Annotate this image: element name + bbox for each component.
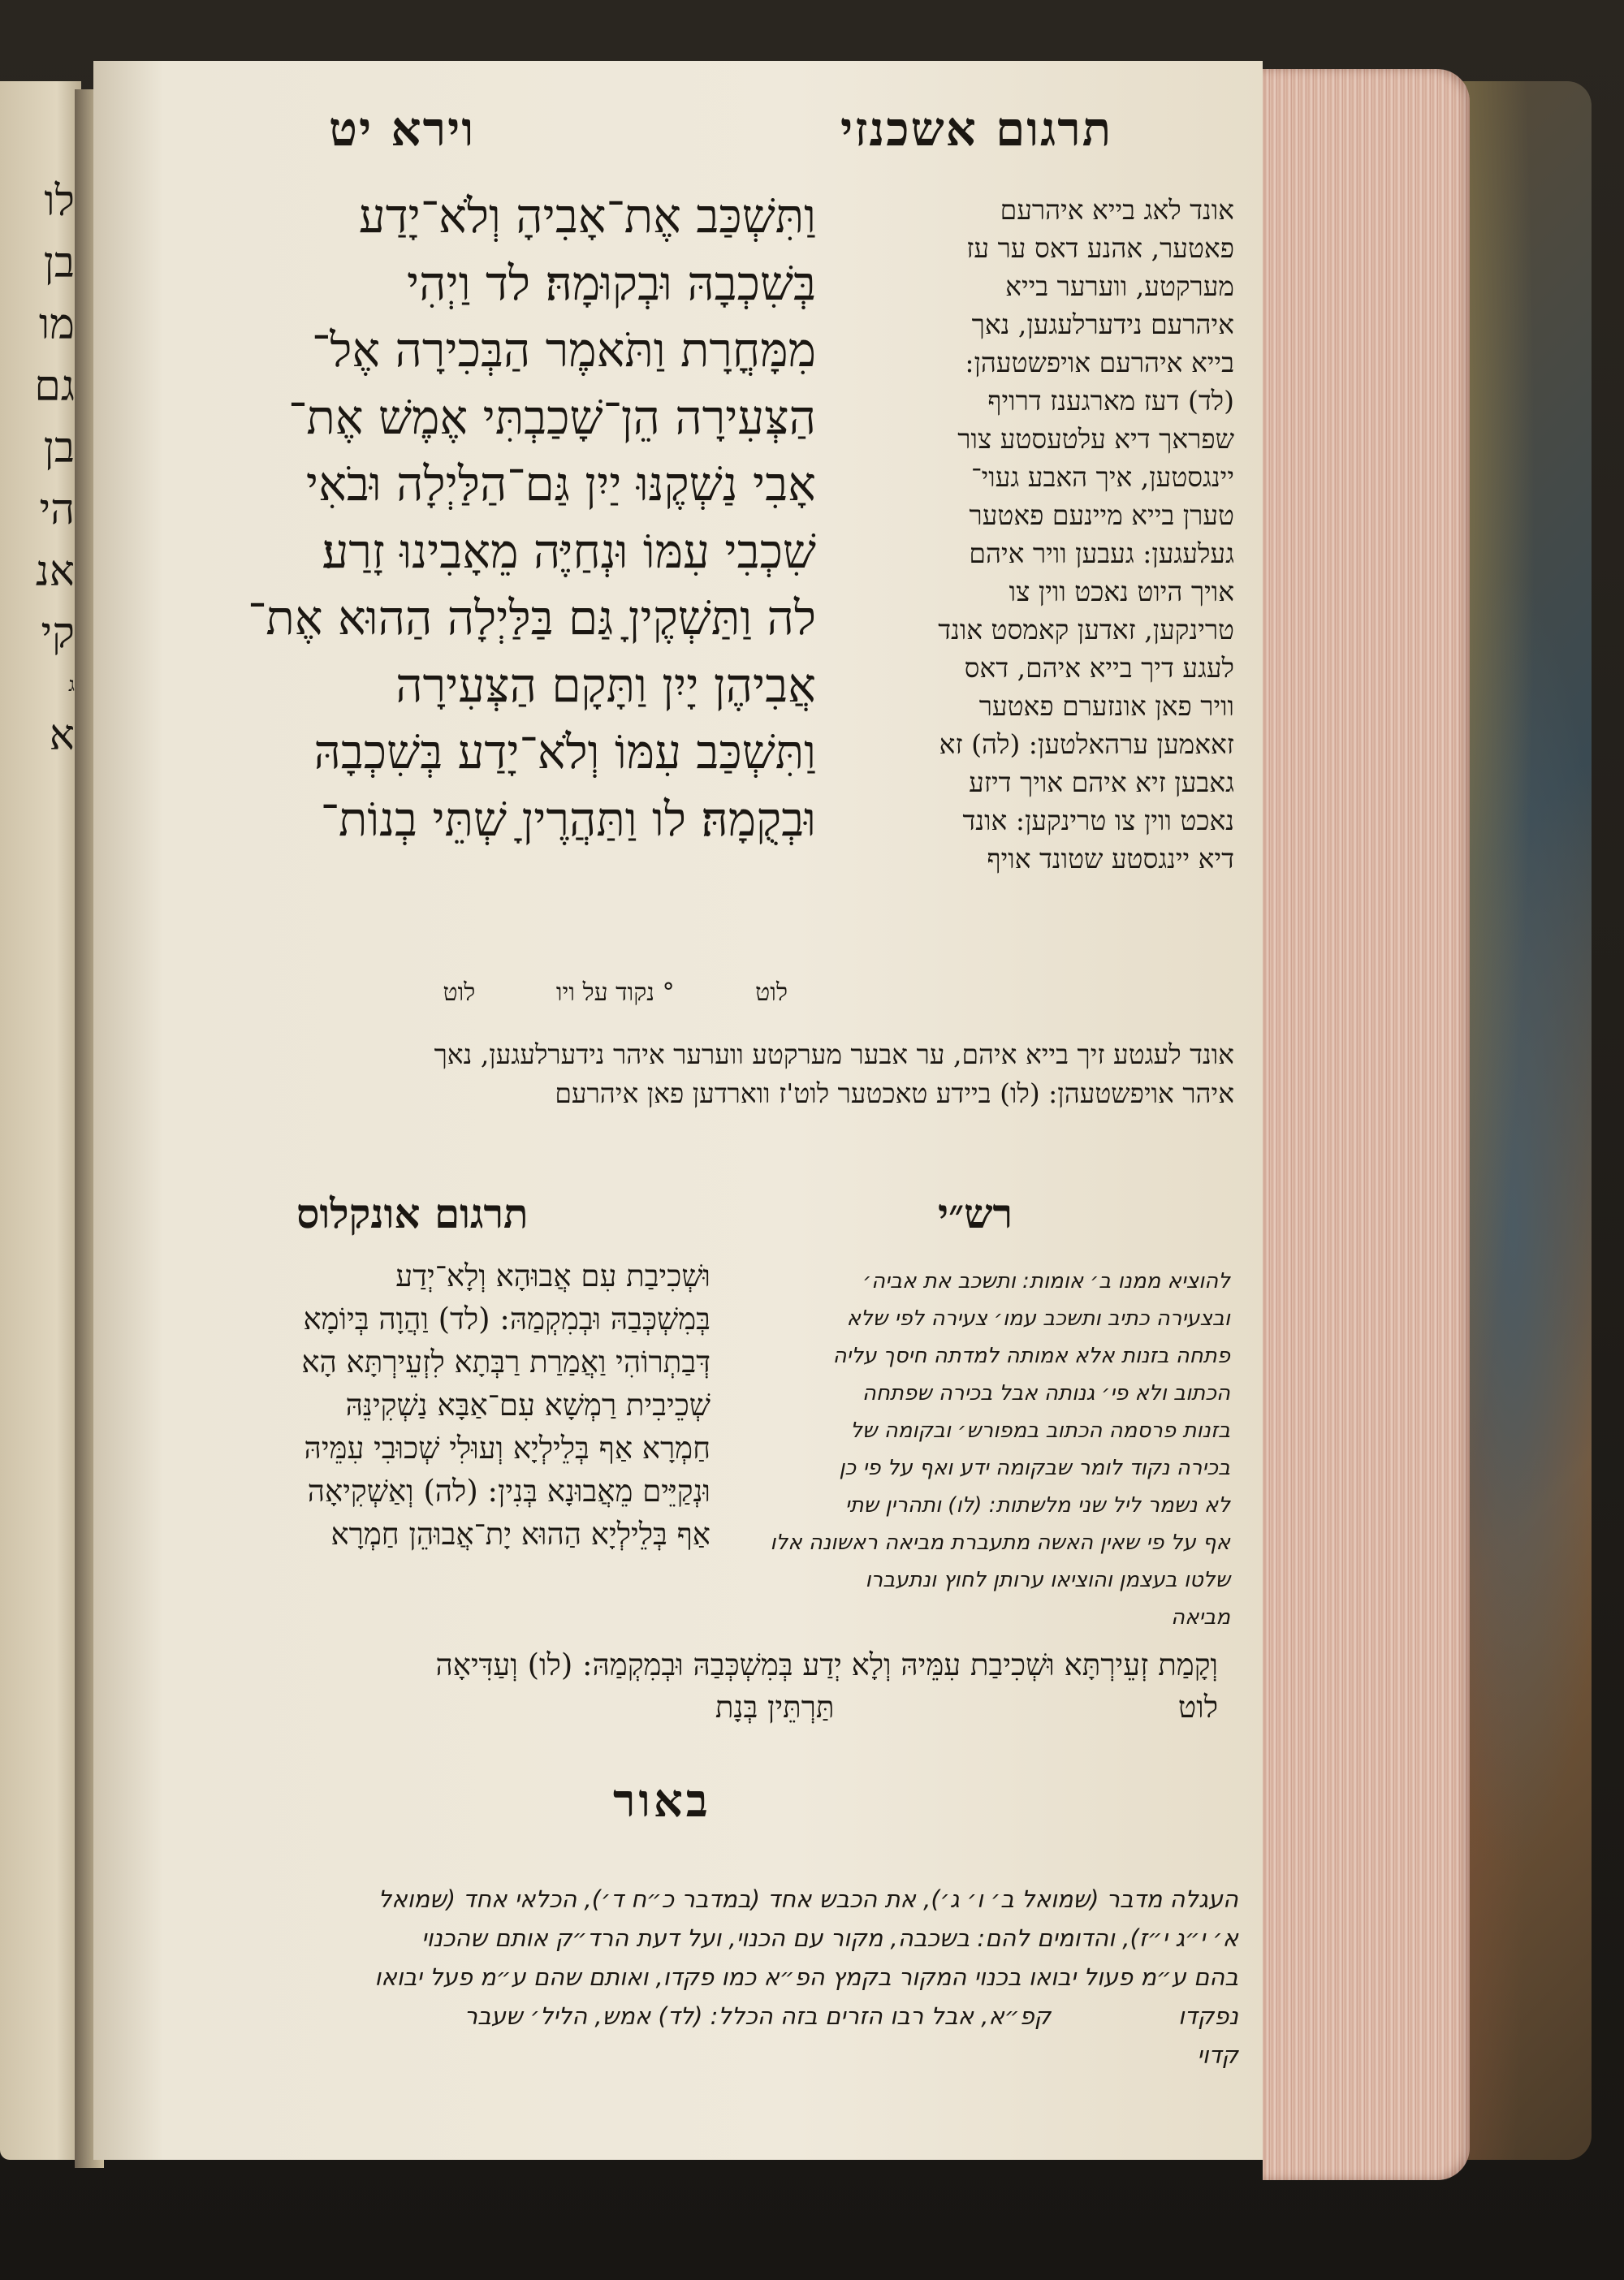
running-head-left: וירא יט (329, 101, 476, 157)
ashkenazi-translation: אונד לאג בייא איהרעם פאטער, אהנע דאס ער עז מערקטע, ווערער בייא איהרעם נידערלעגען, נאך בייא איהרעם אויפשטעהן: (לד) דעז מארגענז דרויף שפראך דיא עלטעסטע צור יינגסטען, איך האבע געוי־ טערן בייא מיינעם פאטער געלעגען: געבען וויר איהם אויך היוט נאכט ווין צו טרינקען, זאדען קאמסט אונד לעגע דיך בייא איהם, דאס וויר פאן אונזערם פאטער זאאמען ערהאלטען: (לה) זא גאבען זיא איהם אויך דיזע נאכט ווין צו טרינקען: אונד דיא יינגסטע שטונד אויף (938, 194, 1234, 874)
hebrew-verses (158, 183, 816, 853)
verse-line: מִמָּחֳרָת וַתֹּאמֶר הַבְּכִירָה אֶל־ (311, 322, 816, 378)
rashi-commentary: להוציא ממנו ב׳ אומות: ותשכב את אביה׳ ובצעירה כתיב ותשכב עמו׳ צעירה לפי שלא פתחה בזנות אלא אמותה למדתה חיסך עליה הכתוב ולא פי׳ גנותה אבל בכירה שפתחה בזנות פרסמה הכתוב במפורש׳ ובקומה של בכירה נקוד לומר שבקומה ידע ואף על פי כן לא נשמר ליל שני מלשתות: (לו) ותהרין שתי אף על פי שאין האשה מתעברת מביאה ראשונה אלו שלטו בעצמן והוציאו ערותן לחוץ ונתעברו מביאה (770, 1269, 1230, 1630)
left-page-fragment: לו בן מו גם בן הי אנ קי ג א (34, 177, 75, 760)
verse-line: שִׁכְבִי עִמּוֹ וּנְחַיֶּה מֵאָבִינוּ זָרַע׃ (322, 523, 816, 579)
verse-line: בְּשִׁכְבָהּ וּבְקוּמָהּ׃ לד וַיְהִי (406, 255, 816, 311)
verse-line: אֲבִיהֶן יָיִן וַתָּקָם הַצְּעִירָה (395, 657, 816, 713)
verse-line: אָבִי נַשְׁקֶנּוּ יַיִן גַּם־הַלַּיְלָה וּבֹאִי (305, 456, 816, 512)
verse-footnotes (219, 978, 788, 1007)
page-fore-edge (1263, 69, 1470, 2180)
running-head-right: תרגום אשכנזי (840, 101, 1113, 157)
verse-line: הַצְּעִירָה הֵן־שָׁכַבְתִּי אֶמֶשׁ אֶת־ (288, 389, 816, 445)
beur-title: באור (613, 1774, 711, 1828)
left-page-edge (0, 81, 81, 2160)
book-page (93, 61, 1263, 2160)
catchword: לוט (443, 978, 476, 1007)
verse-line: וַתִּשְׁכַּב עִמּוֹ וְלֹא־יָדַע בְּשִׁכְבָהּ (313, 724, 816, 779)
beur-commentary: העגלה מדבר (שמואל ב׳ ו׳ ג׳), את הכבש אחד (במדבר כ״ח ד׳), הכלאי אחד (שמואל א׳ י״ג י״ז), והדומים להם: בשכבה, מקור עם הכנוי, ועל דעת הרד״ק אותם שהכנוי בהם ע״מ פעול יבואו בכנוי המקור בקמץ הפ״א כמו פקדו, ואותם שהם ע״מ פעל יבואו נפקדו קפ״א, אבל רבו הזרים בזה הכלל: (לד) אמש, הליל׳ שעבר קדוי (374, 1885, 1238, 2069)
onkelos-continuation: וְקָמַת זְעֵירְתָּא וּשְׁכִיבַת עִמֵּיהּ וְלָא יְדַע בְּמִשְׁכְּבַהּ וּבְמִקְמַהּ: (לו) וְעַדִּיאָה לוט תַּרְתֵּין בְּנָת (435, 1647, 1218, 1725)
onkelos-translation: וּשְׁכִיבַת עִם אֲבוּהָא וְלָא־יְדַע בְּמִשְׁכְּבַהּ וּבְמִקְמַהּ: (לד) וַהֲוָה בְּיוֹמָא דְּבַתְרוֹהִי וַאֲמַרַת רַבְּתָא לִזְעֵירְתָּא הָא שְׁכֵיבִית רַמְשָׁא עִם־אַבָּא נַשְׁקִינֵּהּ חַמְרָא אַף בְּלֵילְיָא וְעוּלִי שְׁכוּבִי עִמֵּיהּ וּנְקַיֵּים מֵאֲבוּנָא בְּנִין: (לה) וְאַשְׁקִיאָה אַף בְּלֵילְיָא הַהוּא יָת־אֲבוּהֵן חַמְרָא (301, 1259, 710, 1552)
ashkenazi-continuation: אונד לעגטע זיך בייא איהם, ער אבער מערקטע ווערער איהר נידערלעגען, נאך איהר אויפשטעהן: (לו) ביידע טאכטער לוט'ז ווארדען פאן איהרעם (434, 1039, 1234, 1109)
catchword: לוט (755, 978, 788, 1007)
rashi-title: רש״י (938, 1190, 1013, 1237)
verse-line: וַתִּשְׁכַּב אֶת־אָבִיהָ וְלֹא־יָדַע (358, 188, 816, 244)
verse-line: וּבְקֻמָהּ׃ לו וַתַּהֲרֶיןָ שְׁתֵּי בְנוֹת־ (320, 791, 816, 847)
masoretic-note: ° נקוד על ויו (555, 978, 675, 1007)
verse-line: לה וַתַּשְׁקֶיןָ גַּם בַּלַּיְלָה הַהוּא אֶת־ (248, 590, 816, 646)
onkelos-title: תרגום אונקלוס (296, 1190, 529, 1237)
